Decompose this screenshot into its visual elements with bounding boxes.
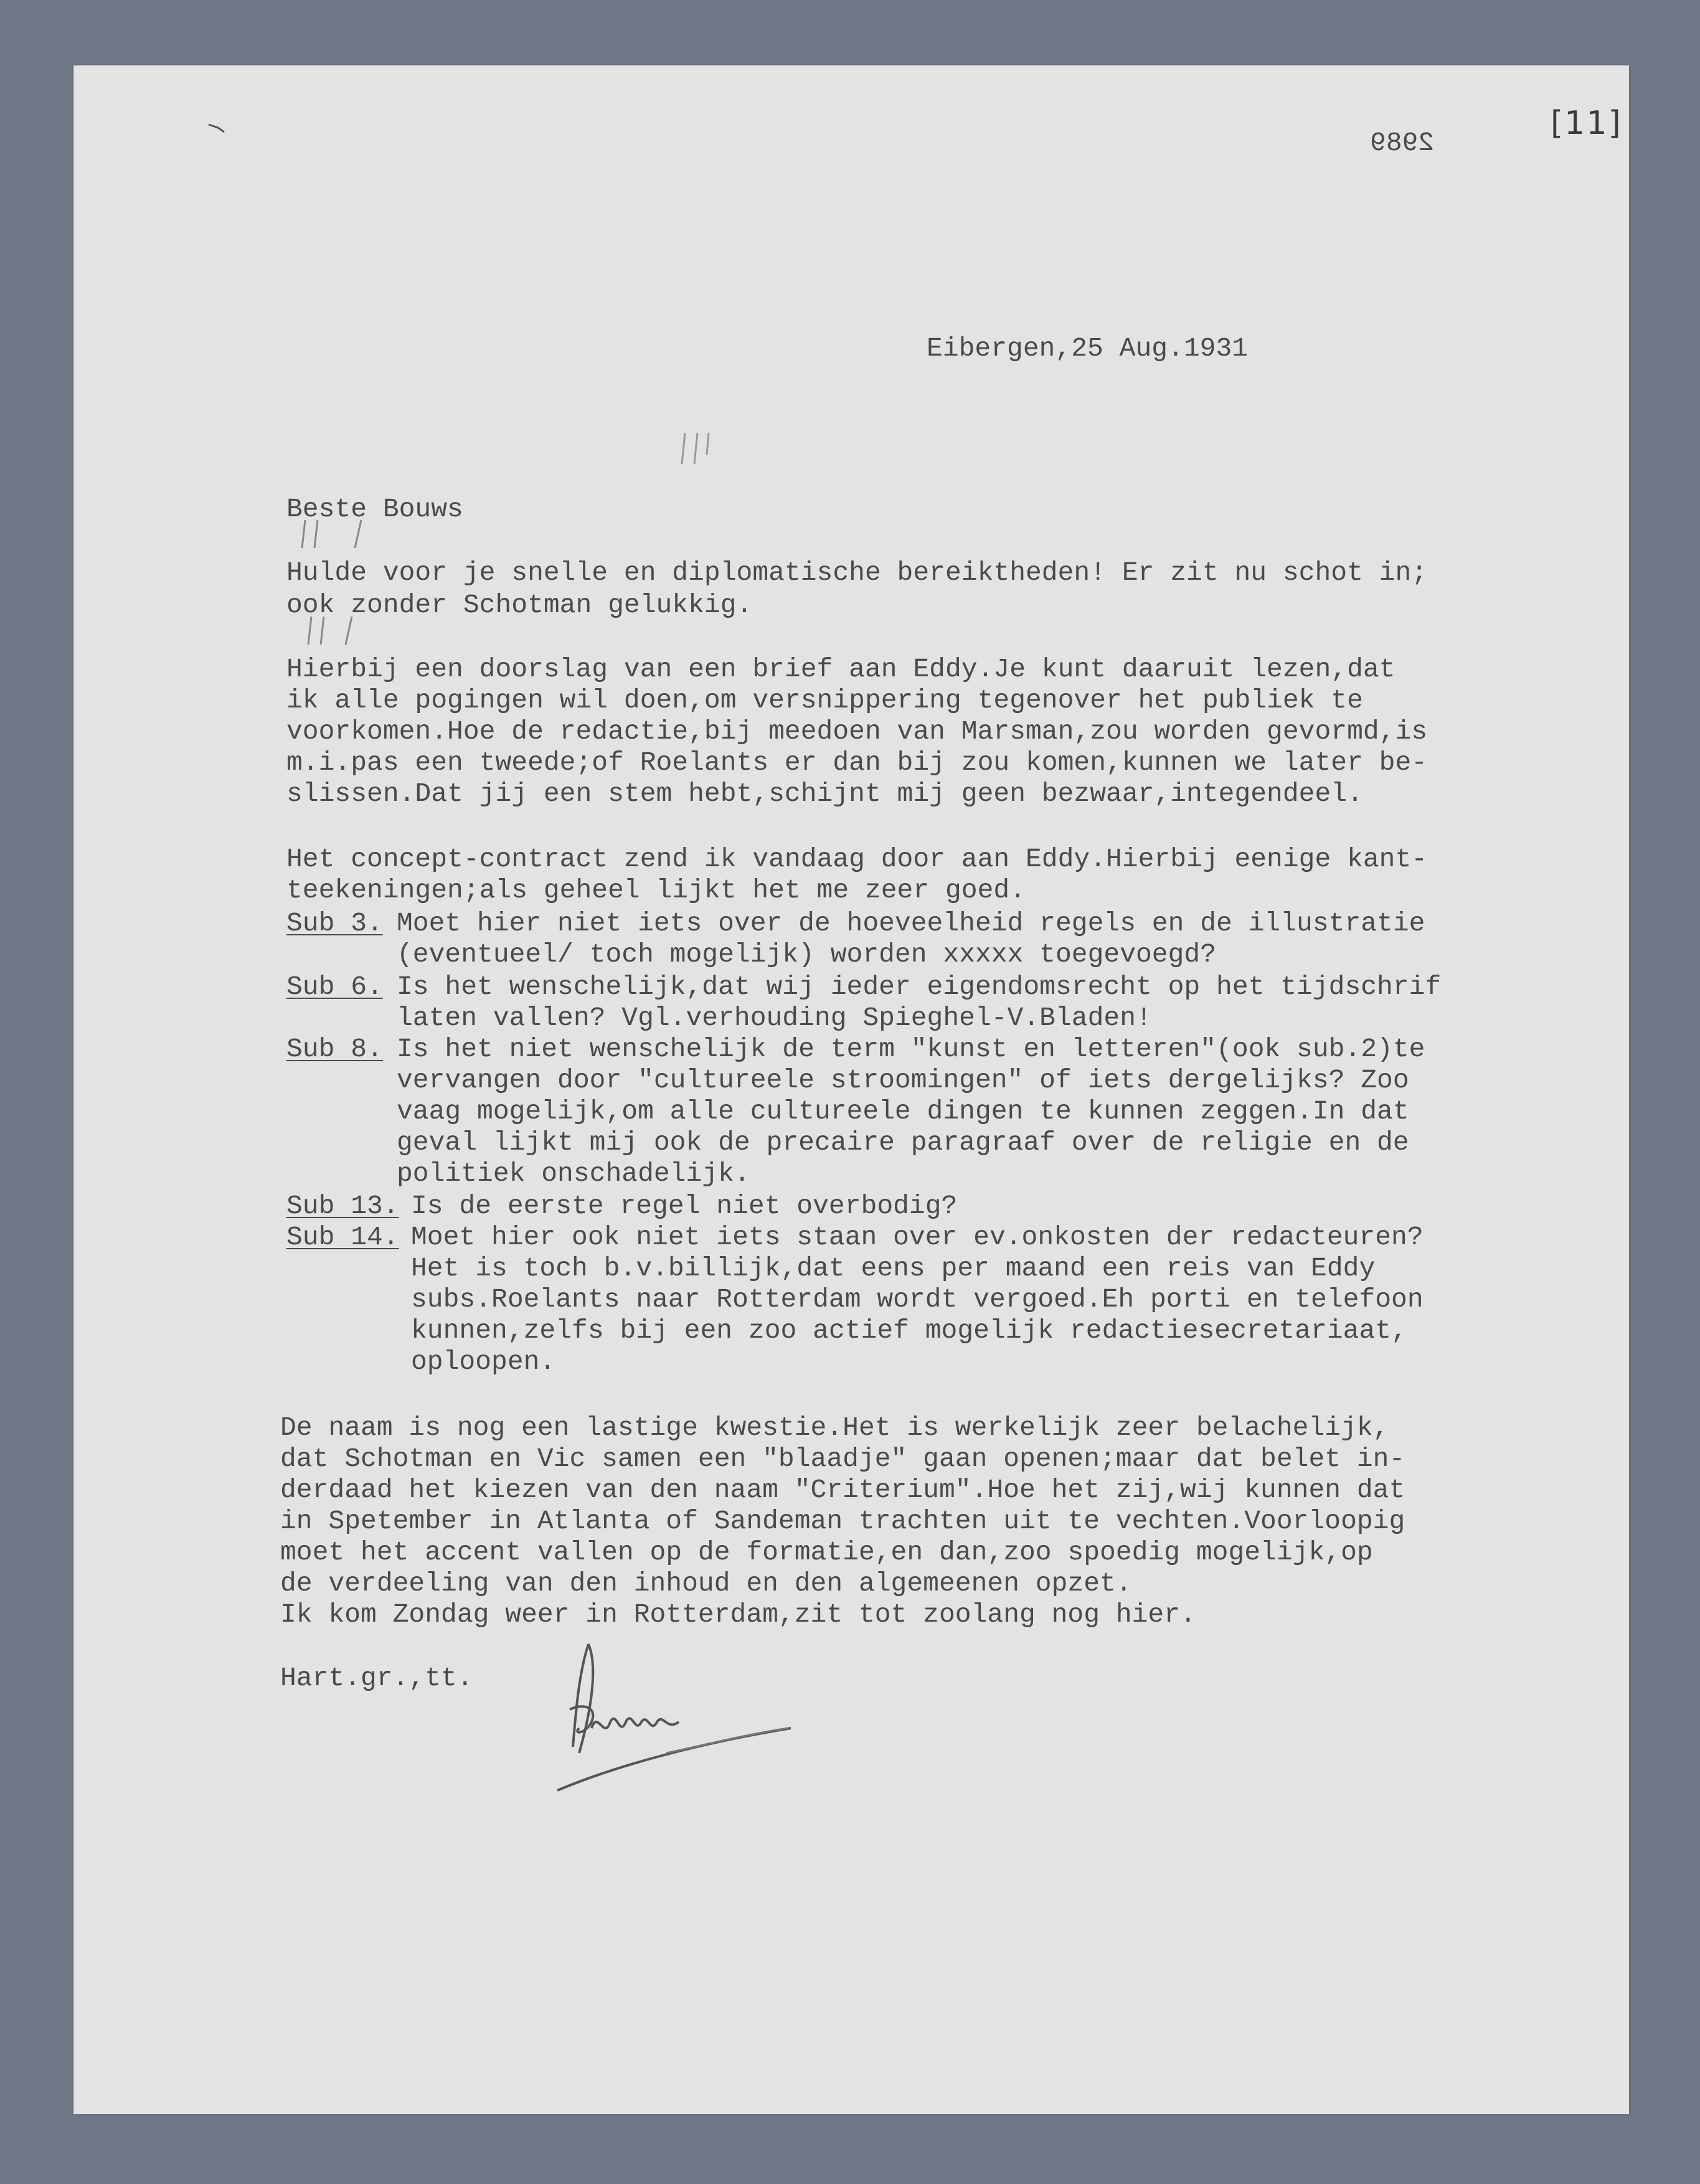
paragraph4-line: moet het accent vallen op de formatie,en dan,zoo spoedig mogelijk,op: [280, 1537, 1373, 1567]
paragraph4-line: De naam is nog een lastige kwestie.Het is werkelijk zeer belachelijk,: [280, 1412, 1389, 1443]
sub-line: kunnen,zelfs bij een zoo actief mogelijk redactiesecretariaat,: [411, 1315, 1407, 1346]
paragraph4-line: Ik kom Zondag weer in Rotterdam,zit tot zoolang nog hier.: [280, 1599, 1196, 1630]
paragraph2-line: ik alle pogingen wil doen,om versnippering tegenover het publiek te: [286, 685, 1363, 716]
sub-label: Sub 14.: [286, 1222, 399, 1252]
margin-mark: [293, 517, 380, 554]
sub-line: politiek onschadelijk.: [397, 1158, 750, 1189]
sub-line: Is het niet wenschelijk de term "kunst en letteren"(ook sub.2)te: [397, 1034, 1425, 1064]
paragraph3-line: Het concept-contract zend ik vandaag door aan Eddy.Hierbij eenige kant-: [286, 844, 1428, 874]
paragraph2-line: voorkomen.Hoe de redactie,bij meedoen van Marsman,zou worden gevormd,is: [286, 716, 1428, 747]
margin-mark: [299, 613, 374, 651]
archive-mark: [11]: [1551, 105, 1622, 142]
sub-line: geval lijkt mij ook de precaire paragraaf over de religie en de: [397, 1127, 1409, 1158]
margin-mark: [679, 430, 716, 467]
paragraph1-line: ook zonder Schotman gelukkig.: [286, 590, 753, 620]
sub-line: oploopen.: [411, 1346, 556, 1377]
salutation: Beste Bouws: [286, 494, 463, 524]
sub-line: Moet hier niet iets over de hoeveelheid regels en de illustratie: [397, 908, 1425, 938]
sub-line: laten vallen? Vgl.verhouding Spieghel-V.Bladen!: [397, 1003, 1152, 1033]
handwritten-signature: [554, 1635, 803, 1815]
date-line: Eibergen,25 Aug.1931: [927, 333, 1249, 364]
sub-line: vervangen door "cultureele stroomingen" of iets dergelijks? Zoo: [397, 1065, 1409, 1095]
faint-reverse-number: 2989: [1370, 128, 1435, 158]
sub-line: Is het wenschelijk,dat wij ieder eigendomsrecht op het tijdschrif: [397, 971, 1442, 1002]
sub-line: subs.Roelants naar Rotterdam wordt vergoed.Eh porti en telefoon: [411, 1284, 1424, 1315]
sub-label: Sub 8.: [286, 1034, 383, 1064]
paragraph4-line: dat Schotman en Vic samen een "blaadje" gaan openen;maar dat belet in-: [280, 1444, 1405, 1474]
closing: Hart.gr.,tt.: [280, 1663, 473, 1693]
sub-label: Sub 3.: [286, 908, 383, 938]
paragraph1-line: Hulde voor je snelle en diplomatische bereiktheden! Er zit nu schot in;: [286, 557, 1428, 588]
paragraph2-line: slissen.Dat jij een stem hebt,schijnt mij geen bezwaar,integendeel.: [286, 778, 1363, 809]
paragraph2-line: Hierbij een doorslag van een brief aan Eddy.Je kunt daaruit lezen,dat: [286, 654, 1395, 684]
sub-label: Sub 13.: [286, 1191, 399, 1221]
sub-line: vaag mogelijk,om alle cultureele dingen te kunnen zeggen.In dat: [397, 1096, 1409, 1127]
paragraph4-line: de verdeeling van den inhoud en den algemeenen opzet.: [280, 1568, 1132, 1599]
paragraph3-line: teekeningen;als geheel lijkt het me zeer goed.: [286, 875, 1026, 905]
sub-line: Moet hier ook niet iets staan over ev.onkosten der redacteuren?: [411, 1222, 1424, 1252]
sub-line: Is de eerste regel niet overbodig?: [411, 1191, 958, 1221]
paragraph2-line: m.i.pas een tweede;of Roelants er dan bij zou komen,kunnen we later be-: [286, 747, 1428, 778]
paragraph4-line: in Spetember in Atlanta of Sandeman trachten uit te vechten.Voorloopig: [280, 1506, 1405, 1536]
paragraph4-line: derdaad het kiezen van den naam "Criterium".Hoe het zij,wij kunnen dat: [280, 1475, 1405, 1505]
margin-mark: [205, 118, 230, 137]
sub-label: Sub 6.: [286, 971, 383, 1002]
sub-line: Het is toch b.v.billijk,dat eens per maand een reis van Eddy: [411, 1253, 1376, 1283]
sub-line: (eventueel/ toch mogelijk) worden xxxxx toegevoegd?: [397, 939, 1217, 970]
